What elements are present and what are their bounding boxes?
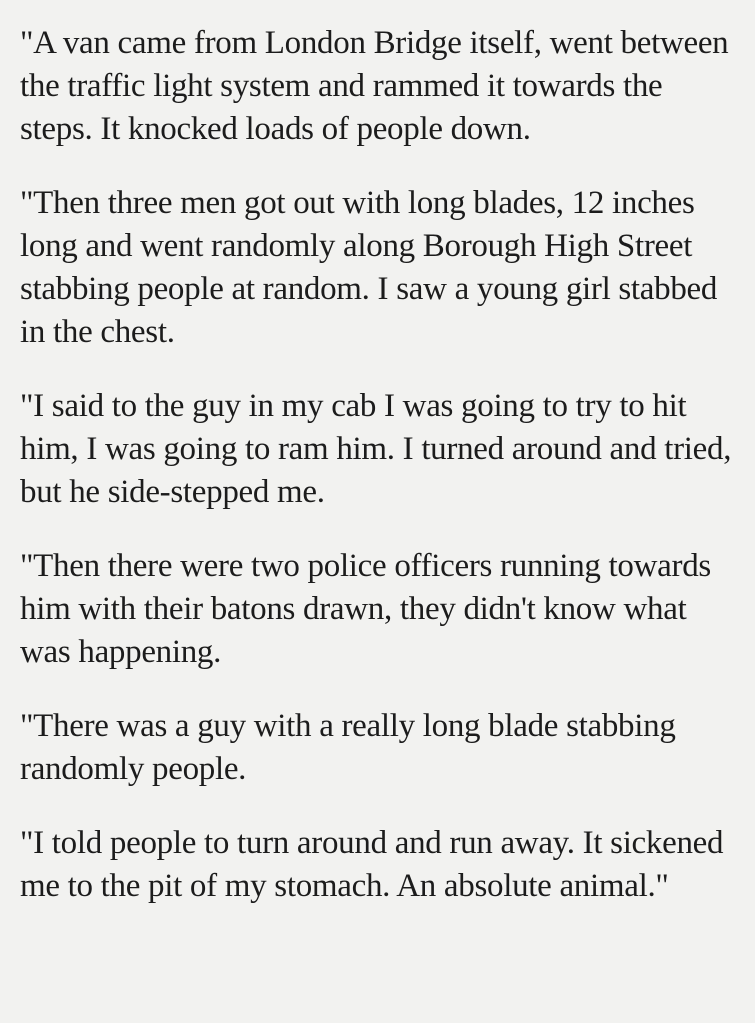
paragraph: "Then three men got out with long blades, 12 inches long and went randomly along Borough High Street stabbing people at random. I saw a young girl stabbed in the chest. (20, 185, 718, 350)
paragraph: "There was a guy with a really long blade stabbing randomly people. (20, 708, 676, 787)
paragraph: "A van came from London Bridge itself, went between the traffic light system and rammed it towards the steps. It knocked loads of people down. (20, 25, 729, 147)
paragraph: "I said to the guy in my cab I was going to try to hit him, I was going to ram him. I turned around and tried, but he side-stepped me. (20, 388, 732, 510)
paragraph: "I told people to turn around and run away. It sickened me to the pit of my stomach. An absolute animal." (20, 825, 724, 904)
paragraph: "Then there were two police officers running towards him with their batons drawn, they didn't know what was happening. (20, 548, 711, 670)
